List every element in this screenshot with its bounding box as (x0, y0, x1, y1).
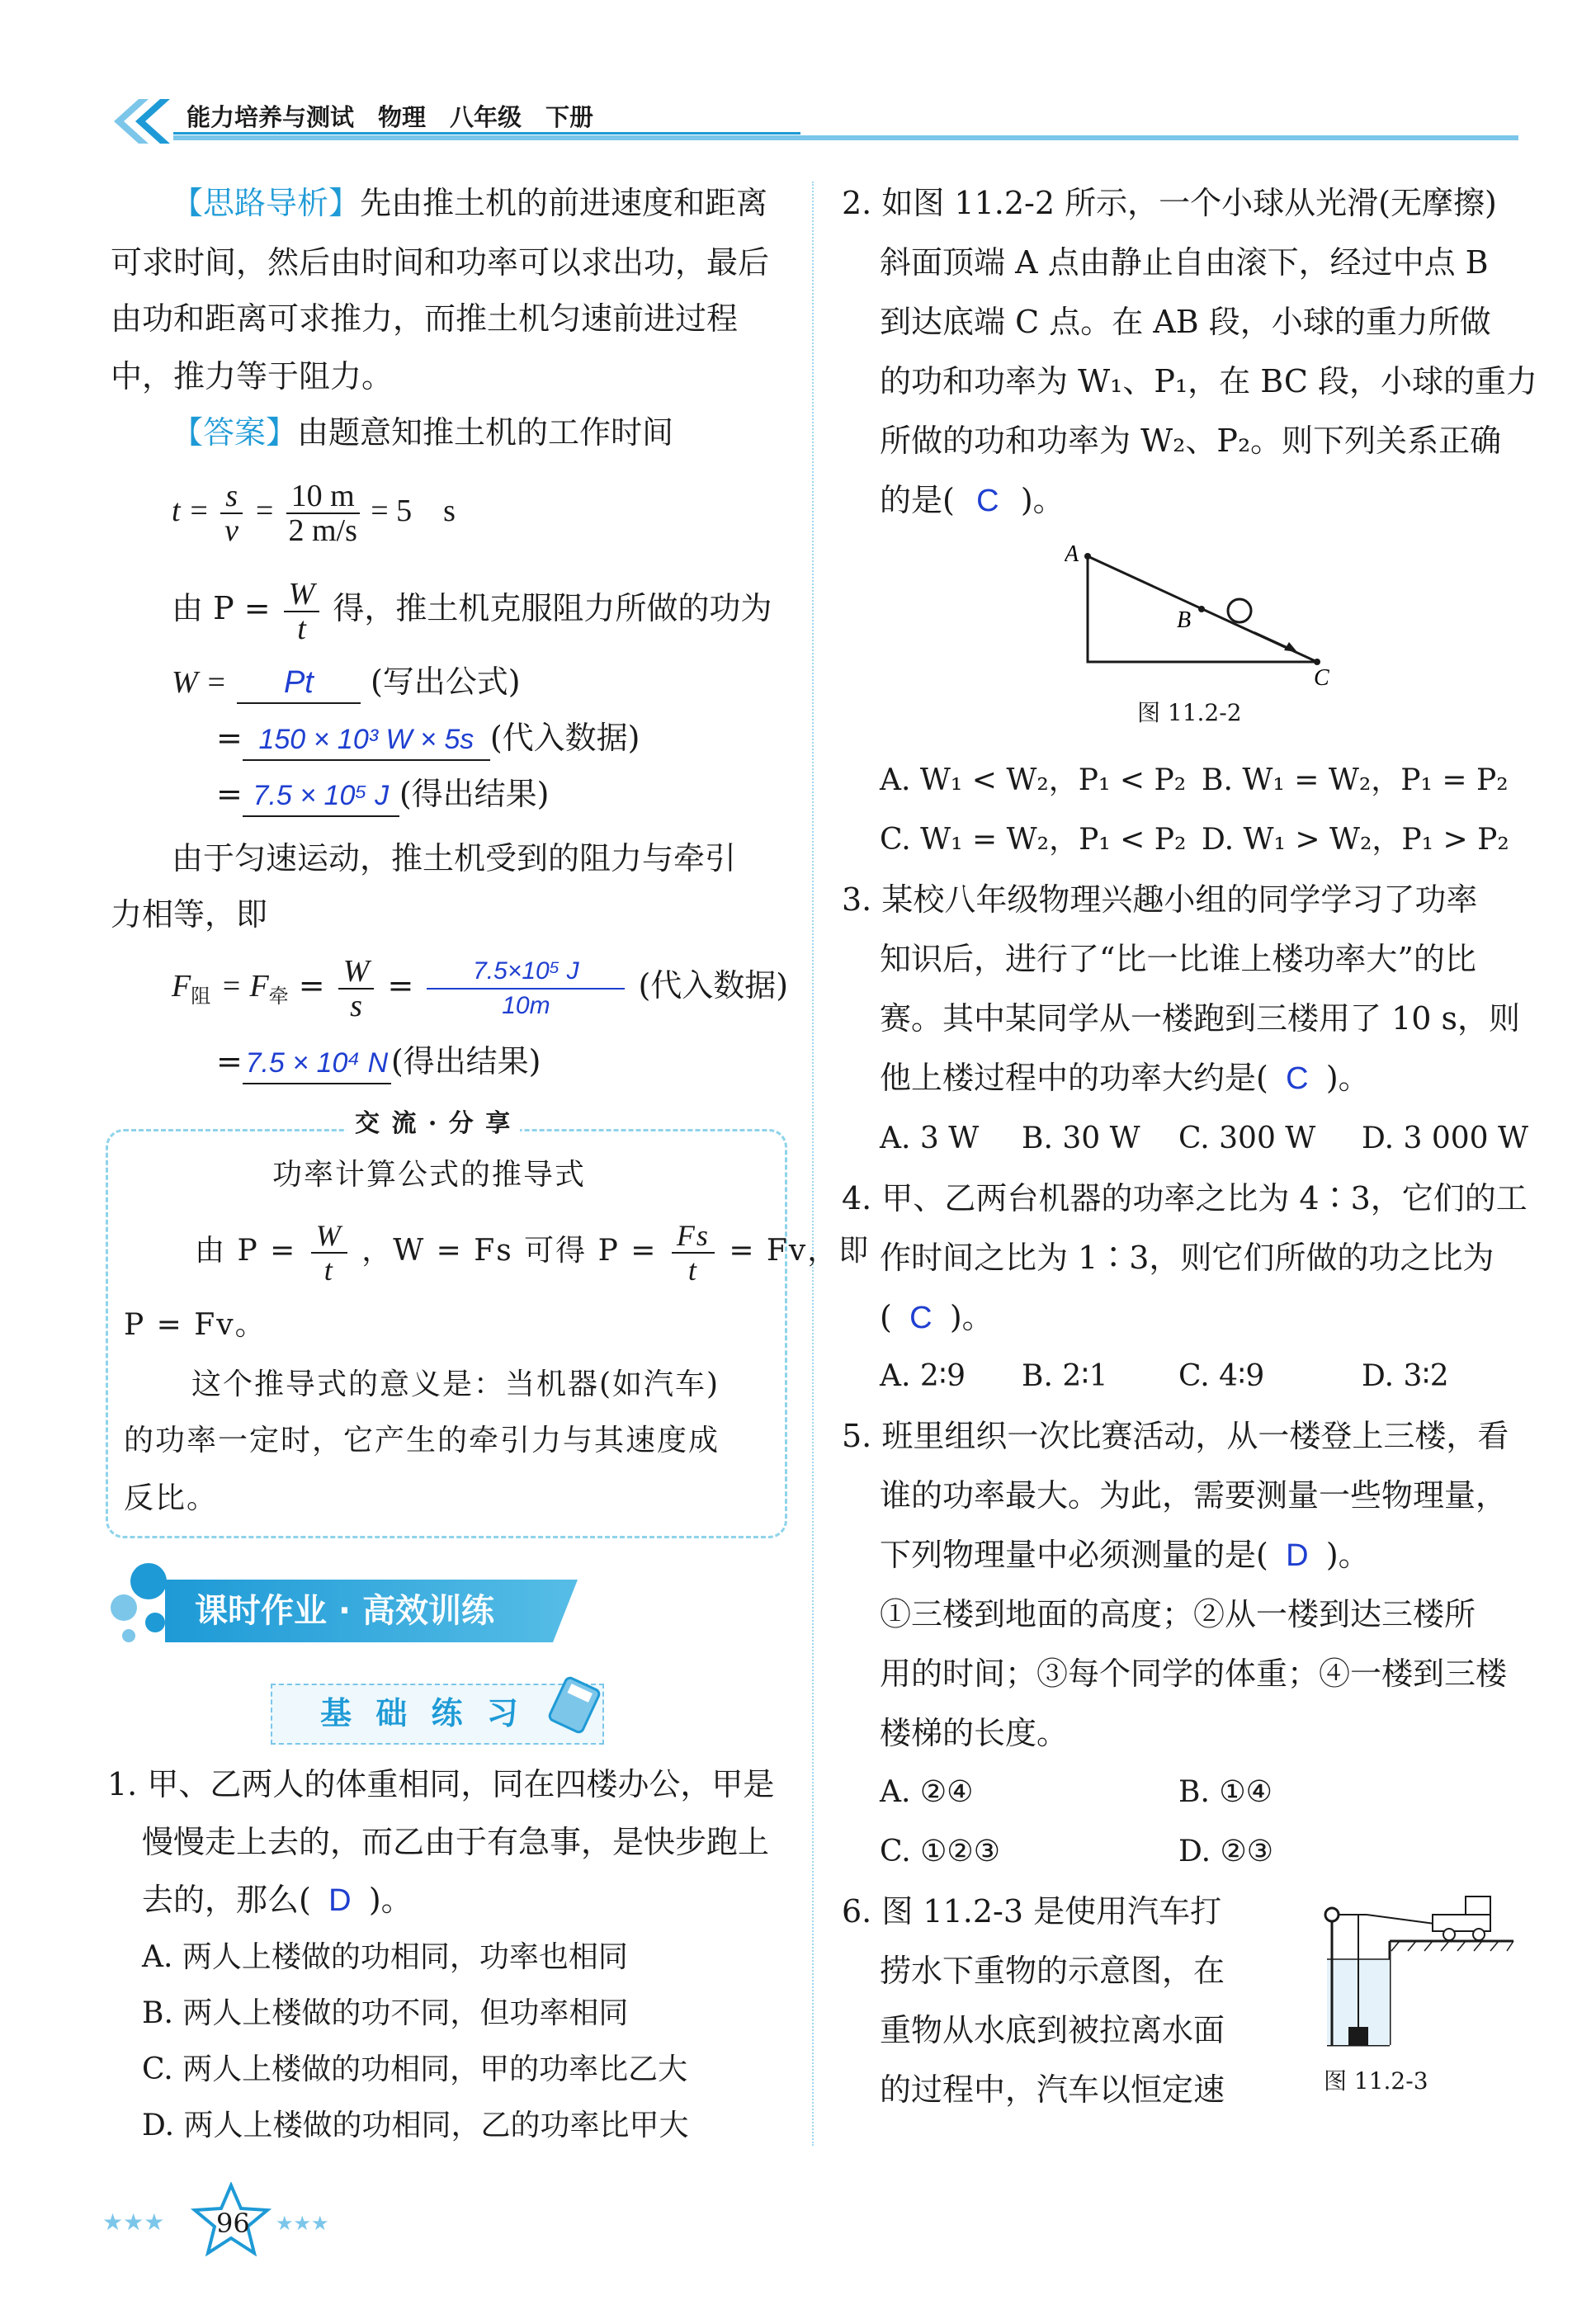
q4-line-2: 作时间之比为 1∶3，则它们所做的功之比为 (880, 1240, 1494, 1276)
q5-line-5: 用的时间；③每个同学的体重；④一楼到三楼 (880, 1656, 1508, 1692)
header-rule (173, 135, 1518, 140)
force-fill-denominator: 10m (502, 991, 550, 1019)
q1-option-b: B. 两人上楼做的功不同，但功率相同 (142, 1996, 629, 2030)
q5-line-6: 楼梯的长度。 (880, 1715, 1069, 1751)
q2-option-c: C. W₁ = W₂，P₁ < P₂ (880, 823, 1187, 857)
work-formula-line: W = Pt (写出公式) (172, 662, 521, 704)
analysis-line-4: 中，推力等于阻力。 (111, 358, 394, 394)
q5-option-c: C. ①②③ (880, 1835, 1000, 1868)
force-result-answer: 7.5 × 10⁴ N (243, 1043, 391, 1084)
share-subtitle: 功率计算公式的推导式 (272, 1158, 587, 1192)
q1-option-a: A. 两人上楼做的功相同，功率也相同 (142, 1940, 628, 1974)
answer-tag: 【答案】 (172, 414, 298, 451)
q1-line-2: 慢慢走上去的，而乙由于有急事，是快步跑上 (142, 1824, 770, 1860)
work-result-answer: 7.5 × 10⁵ J (243, 776, 399, 817)
q5-line-3: 下列物理量中必须测量的是( D )。 (880, 1535, 1370, 1575)
q2-line-1: 2. 如图 11.2-2 所示，一个小球从光滑(无摩擦) (842, 185, 1497, 221)
equation-time: t = $\frac{s}{v}$ = $\frac{10 m}{2 m/s}$ = 5 s (172, 479, 456, 549)
share-line-2: 的功率一定时，它产生的牵引力与其速度成 (124, 1424, 720, 1457)
q1-line-3: 去的，那么( D )。 (142, 1880, 413, 1920)
q4-option-c: C. 4∶9 (1178, 1359, 1265, 1393)
q4-answer: C (909, 1301, 933, 1335)
q4-option-a: A. 2∶9 (880, 1359, 966, 1393)
q5-option-a: A. ②④ (880, 1775, 974, 1809)
q3-line-4: 他上楼过程中的功率大约是( C )。 (880, 1058, 1370, 1098)
uniform-line-1: 由于匀速运动，推土机受到的阻力与牵引 (172, 840, 737, 876)
q2-option-a: A. W₁ < W₂，P₁ < P₂ (880, 763, 1187, 797)
q3-answer: C (1286, 1061, 1309, 1096)
q3-line-2: 知识后，进行了“比一比谁上楼功率大”的比 (880, 941, 1476, 977)
header-rule-dark (173, 132, 800, 135)
svg-text:★★★: ★★★ (102, 2208, 165, 2236)
work-substitute-line: = 150 × 10³ W × 5s (代入数据) (216, 718, 640, 761)
fig-11-2-3-caption: 图 11.2-3 (1324, 2067, 1428, 2095)
q1-line-1: 1. 甲、乙两人的体重相同，同在四楼办公，甲是 (107, 1766, 775, 1802)
q3-option-c: C. 300 W (1178, 1122, 1316, 1155)
q2-line-5: 所做的功和功率为 W₂、P₂。则下列关系正确 (880, 423, 1502, 459)
q4-line-3: ( C )。 (880, 1297, 994, 1338)
q1-answer: D (328, 1883, 352, 1918)
q3-line-3: 赛。其中某同学从一楼跑到三楼用了 10 s，则 (880, 1000, 1521, 1037)
work-result-line: = 7.5 × 10⁵ J (得出结果) (216, 774, 550, 817)
header-title: 能力培养与测试 物理 八年级 下册 (187, 103, 594, 131)
q5-line-4: ①三楼到地面的高度；②从一楼到达三楼所 (880, 1596, 1476, 1632)
q1-option-c: C. 两人上楼做的功相同，甲的功率比乙大 (142, 2052, 688, 2086)
q6-line-2: 捞水下重物的示意图，在 (880, 1953, 1225, 1989)
work-substitute-answer: 150 × 10³ W × 5s (243, 720, 490, 761)
analysis-line-2: 可求时间，然后由时间和功率可以求出功，最后 (111, 244, 770, 281)
q3-option-b: B. 30 W (1022, 1122, 1140, 1155)
q5-option-d: D. ②③ (1178, 1835, 1274, 1868)
q3-option-a: A. 3 W (880, 1122, 980, 1155)
q2-option-d: D. W₁ > W₂，P₁ > P₂ (1202, 823, 1509, 857)
analysis-tag: 【思路导析】 (172, 185, 361, 221)
share-line-3: 反比。 (124, 1481, 219, 1515)
q6-line-1: 6. 图 11.2-3 是使用汽车打 (842, 1893, 1222, 1930)
q2-line-6: 的是( C )。 (880, 480, 1065, 521)
q5-option-b: B. ①④ (1178, 1775, 1273, 1809)
truck-pulley-figure (1309, 1890, 1523, 2055)
q2-line-4: 的功和功率为 W₁、P₁，在 BC 段，小球的重力 (880, 363, 1538, 399)
basic-practice-label: 基 础 练 习 (320, 1695, 525, 1731)
q2-option-b: B. W₁ = W₂，P₁ = P₂ (1202, 763, 1509, 797)
section-banner-text: 课时作业 · 高效训练 (195, 1592, 495, 1630)
share-equation: 由 P = $\frac{W}{t}$ ，W = Fs 可得 P = $\frac{Fs}{t}$ = Fv，即 (195, 1219, 871, 1287)
calculator-icon (545, 1674, 611, 1740)
incline-figure (1065, 538, 1345, 690)
work-formula-answer: Pt (237, 663, 361, 704)
q2-answer: C (976, 484, 999, 518)
fig-label-b: B (1177, 607, 1192, 633)
equation-power: 由 P = $\frac{W}{t}$ 得，推土机克服阻力所做的功为 (172, 576, 772, 646)
column-divider (812, 182, 814, 2146)
uniform-line-2: 力相等，即 (111, 896, 268, 933)
q3-line-1: 3. 某校八年级物理兴趣小组的同学学习了功率 (842, 881, 1478, 918)
svg-text:★★★: ★★★ (276, 2212, 329, 2235)
q2-line-3: 到达底端 C 点。在 AB 段，小球的重力所做 (880, 304, 1491, 340)
q5-line-2: 谁的功率最大。为此，需要测量一些物理量， (880, 1477, 1508, 1514)
fig-label-c: C (1314, 665, 1329, 690)
q6-line-3: 重物从水底到被拉离水面 (880, 2012, 1225, 2048)
fig-label-a: A (1065, 541, 1079, 567)
force-result-line: = 7.5 × 10⁴ N(得出结果) (216, 1042, 541, 1084)
q4-option-b: B. 2∶1 (1022, 1359, 1108, 1393)
fig-11-2-2-caption: 图 11.2-2 (1137, 699, 1242, 726)
force-fill-numerator: 7.5×10⁵ J (427, 955, 625, 990)
share-pfv: P = Fv。 (124, 1308, 267, 1342)
header-arrow-icon (99, 92, 182, 150)
q4-line-1: 4. 甲、乙两台机器的功率之比为 4∶3，它们的工 (842, 1180, 1528, 1216)
force-equation: $F_阻 = F_牵$ = $\frac{W}{s}$ = $\frac{\text{7.5×10⁵ J}}{10m}$ (代入数据) (172, 953, 789, 1023)
page-number: 96 (216, 2208, 250, 2239)
q3-option-d: D. 3 000 W (1362, 1122, 1528, 1155)
analysis-line-1: 【思路导析】先由推土机的前进速度和距离 (172, 185, 768, 221)
q4-option-d: D. 3∶2 (1362, 1359, 1449, 1393)
share-line-1: 这个推导式的意义是：当机器(如汽车) (191, 1367, 720, 1401)
answer-line: 【答案】由题意知推土机的工作时间 (172, 414, 674, 451)
share-title: 交 流 · 分 享 (347, 1104, 520, 1144)
q5-answer: D (1286, 1538, 1309, 1573)
q1-option-d: D. 两人上楼做的功相同，乙的功率比甲大 (142, 2109, 689, 2142)
q2-line-2: 斜面顶端 A 点由静止自由滚下，经过中点 B (880, 244, 1489, 281)
analysis-line-3: 由功和距离可求推力，而推土机匀速前进过程 (111, 300, 739, 337)
q5-line-1: 5. 班里组织一次比赛活动，从一楼登上三楼，看 (842, 1418, 1509, 1454)
q6-line-4: 的过程中，汽车以恒定速 (880, 2071, 1225, 2108)
